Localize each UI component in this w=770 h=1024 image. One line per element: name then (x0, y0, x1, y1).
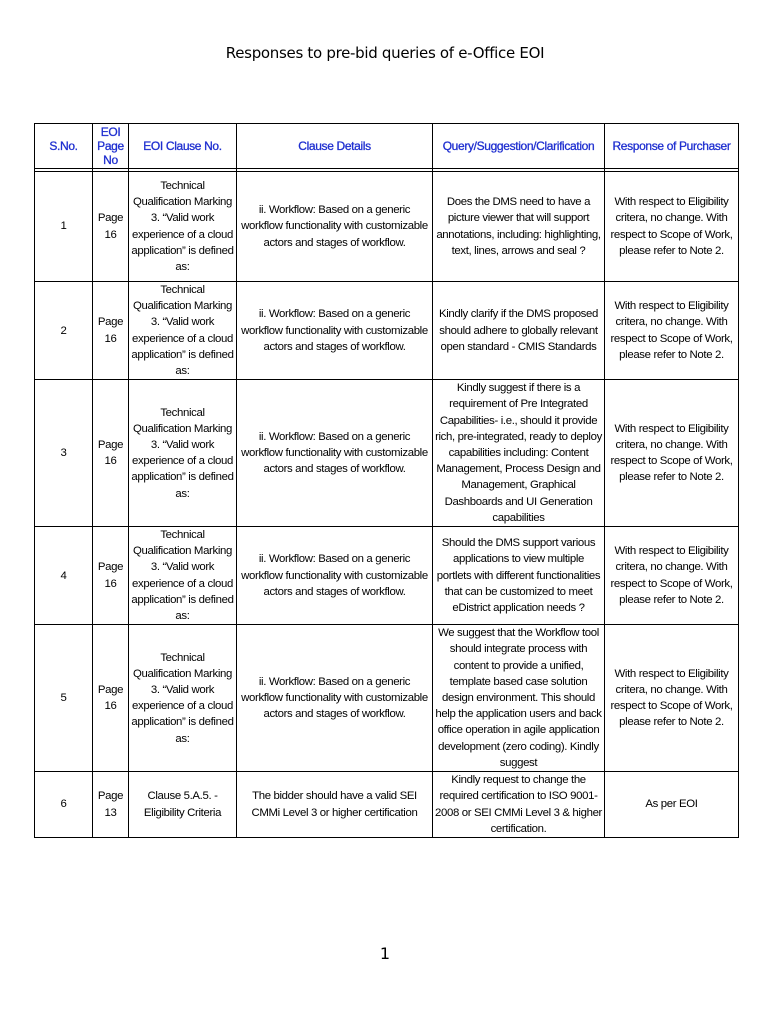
cell-sno: 5 (35, 625, 93, 772)
header-clause-no: EOI Clause No. (129, 124, 237, 169)
cell-clause-no: Clause 5.A.5. - Eligibility Criteria (129, 772, 237, 838)
cell-clause-no: Technical Qualification Marking 3. “Valid work experience of a cloud application” is defined as: (129, 380, 237, 527)
cell-clause-details: ii. Workflow: Based on a generic workflow functionality with customizable actors and stages of workflow. (237, 625, 433, 772)
cell-clause-details: ii. Workflow: Based on a generic workflow functionality with customizable actors and stages of workflow. (237, 380, 433, 527)
header-clause-details: Clause Details (237, 124, 433, 169)
cell-clause-no: Technical Qualification Marking 3. “Valid work experience of a cloud application” is defined as: (129, 172, 237, 282)
table-row (35, 380, 739, 527)
cell-page: Page 16 (93, 282, 129, 380)
table-row (35, 527, 739, 625)
header-eoi-page (93, 124, 129, 169)
cell-response: With respect to Eligibility critera, no change. With respect to Scope of Work, please refer to Note 2. (605, 527, 739, 625)
cell-clause-details: ii. Workflow: Based on a generic workflow functionality with customizable actors and stages of workflow. (237, 527, 433, 625)
cell-sno: 1 (35, 172, 93, 282)
cell-query: Does the DMS need to have a picture viewer that will support annotations, including: highlighting, text, lines, arrows and seal ? (433, 172, 605, 282)
cell-sno: 6 (35, 772, 93, 838)
header-query: Query/Suggestion/Clarification (433, 124, 605, 169)
table-row (35, 282, 739, 380)
cell-query: Kindly request to change the required certification to ISO 9001-2008 or SEI CMMi Level 3 & higher certification. (433, 772, 605, 838)
cell-clause-no: Technical Qualification Marking 3. “Valid work experience of a cloud application” is defined as: (129, 625, 237, 772)
cell-sno: 4 (35, 527, 93, 625)
cell-clause-details: The bidder should have a valid SEI CMMi Level 3 or higher certification (237, 772, 433, 838)
cell-page: Page 16 (93, 172, 129, 282)
cell-query: We suggest that the Workflow tool should integrate process with content to provide a unified, template based case solution design environment. This should help the application users and back office operation in agile application development (zero coding). Kindly suggest (433, 625, 605, 772)
cell-query: Should the DMS support various applications to view multiple portlets with different functionalities that can be customized to meet eDistrict application needs ? (433, 527, 605, 625)
header-eoi-page-line2: Page No (97, 139, 124, 167)
cell-response: As per EOI (605, 772, 739, 838)
cell-page: Page 16 (93, 380, 129, 527)
cell-page: Page 16 (93, 527, 129, 625)
cell-clause-details: ii. Workflow: Based on a generic workflow functionality with customizable actors and stages of workflow. (237, 172, 433, 282)
header-sno: S.No. (35, 124, 93, 169)
cell-clause-no: Technical Qualification Marking 3. “Valid work experience of a cloud application” is defined as: (129, 527, 237, 625)
cell-response: With respect to Eligibility critera, no change. With respect to Scope of Work, please refer to Note 2. (605, 380, 739, 527)
page-number: 1 (379, 944, 391, 963)
cell-query: Kindly clarify if the DMS proposed should adhere to globally relevant open standard - CMIS Standards (433, 282, 605, 380)
cell-query: Kindly suggest if there is a requirement of Pre Integrated Capabilities- i.e., should it provide rich, pre-integrated, ready to deploy capabilities including: Content Management, Process Design and Management, Graphical Dashboards and UI Generation capabilities (433, 380, 605, 527)
cell-clause-no: Technical Qualification Marking 3. “Valid work experience of a cloud application” is defined as: (129, 282, 237, 380)
cell-response: With respect to Eligibility critera, no change. With respect to Scope of Work, please refer to Note 2. (605, 282, 739, 380)
table-row (35, 172, 739, 282)
queries-table (34, 123, 739, 838)
cell-page: Page 13 (93, 772, 129, 838)
header-response: Response of Purchaser (605, 124, 739, 169)
cell-sno: 2 (35, 282, 93, 380)
cell-page: Page 16 (93, 625, 129, 772)
table-header-row (35, 124, 739, 169)
cell-response: With respect to Eligibility critera, no change. With respect to Scope of Work, please refer to Note 2. (605, 625, 739, 772)
table-row (35, 772, 739, 838)
header-eoi-page-line1: EOI (100, 125, 121, 139)
table-row (35, 625, 739, 772)
cell-sno: 3 (35, 380, 93, 527)
cell-response: With respect to Eligibility critera, no change. With respect to Scope of Work, please refer to Note 2. (605, 172, 739, 282)
document-title: Responses to pre-bid queries of e-Office EOI (225, 44, 545, 62)
cell-clause-details: ii. Workflow: Based on a generic workflow functionality with customizable actors and stages of workflow. (237, 282, 433, 380)
